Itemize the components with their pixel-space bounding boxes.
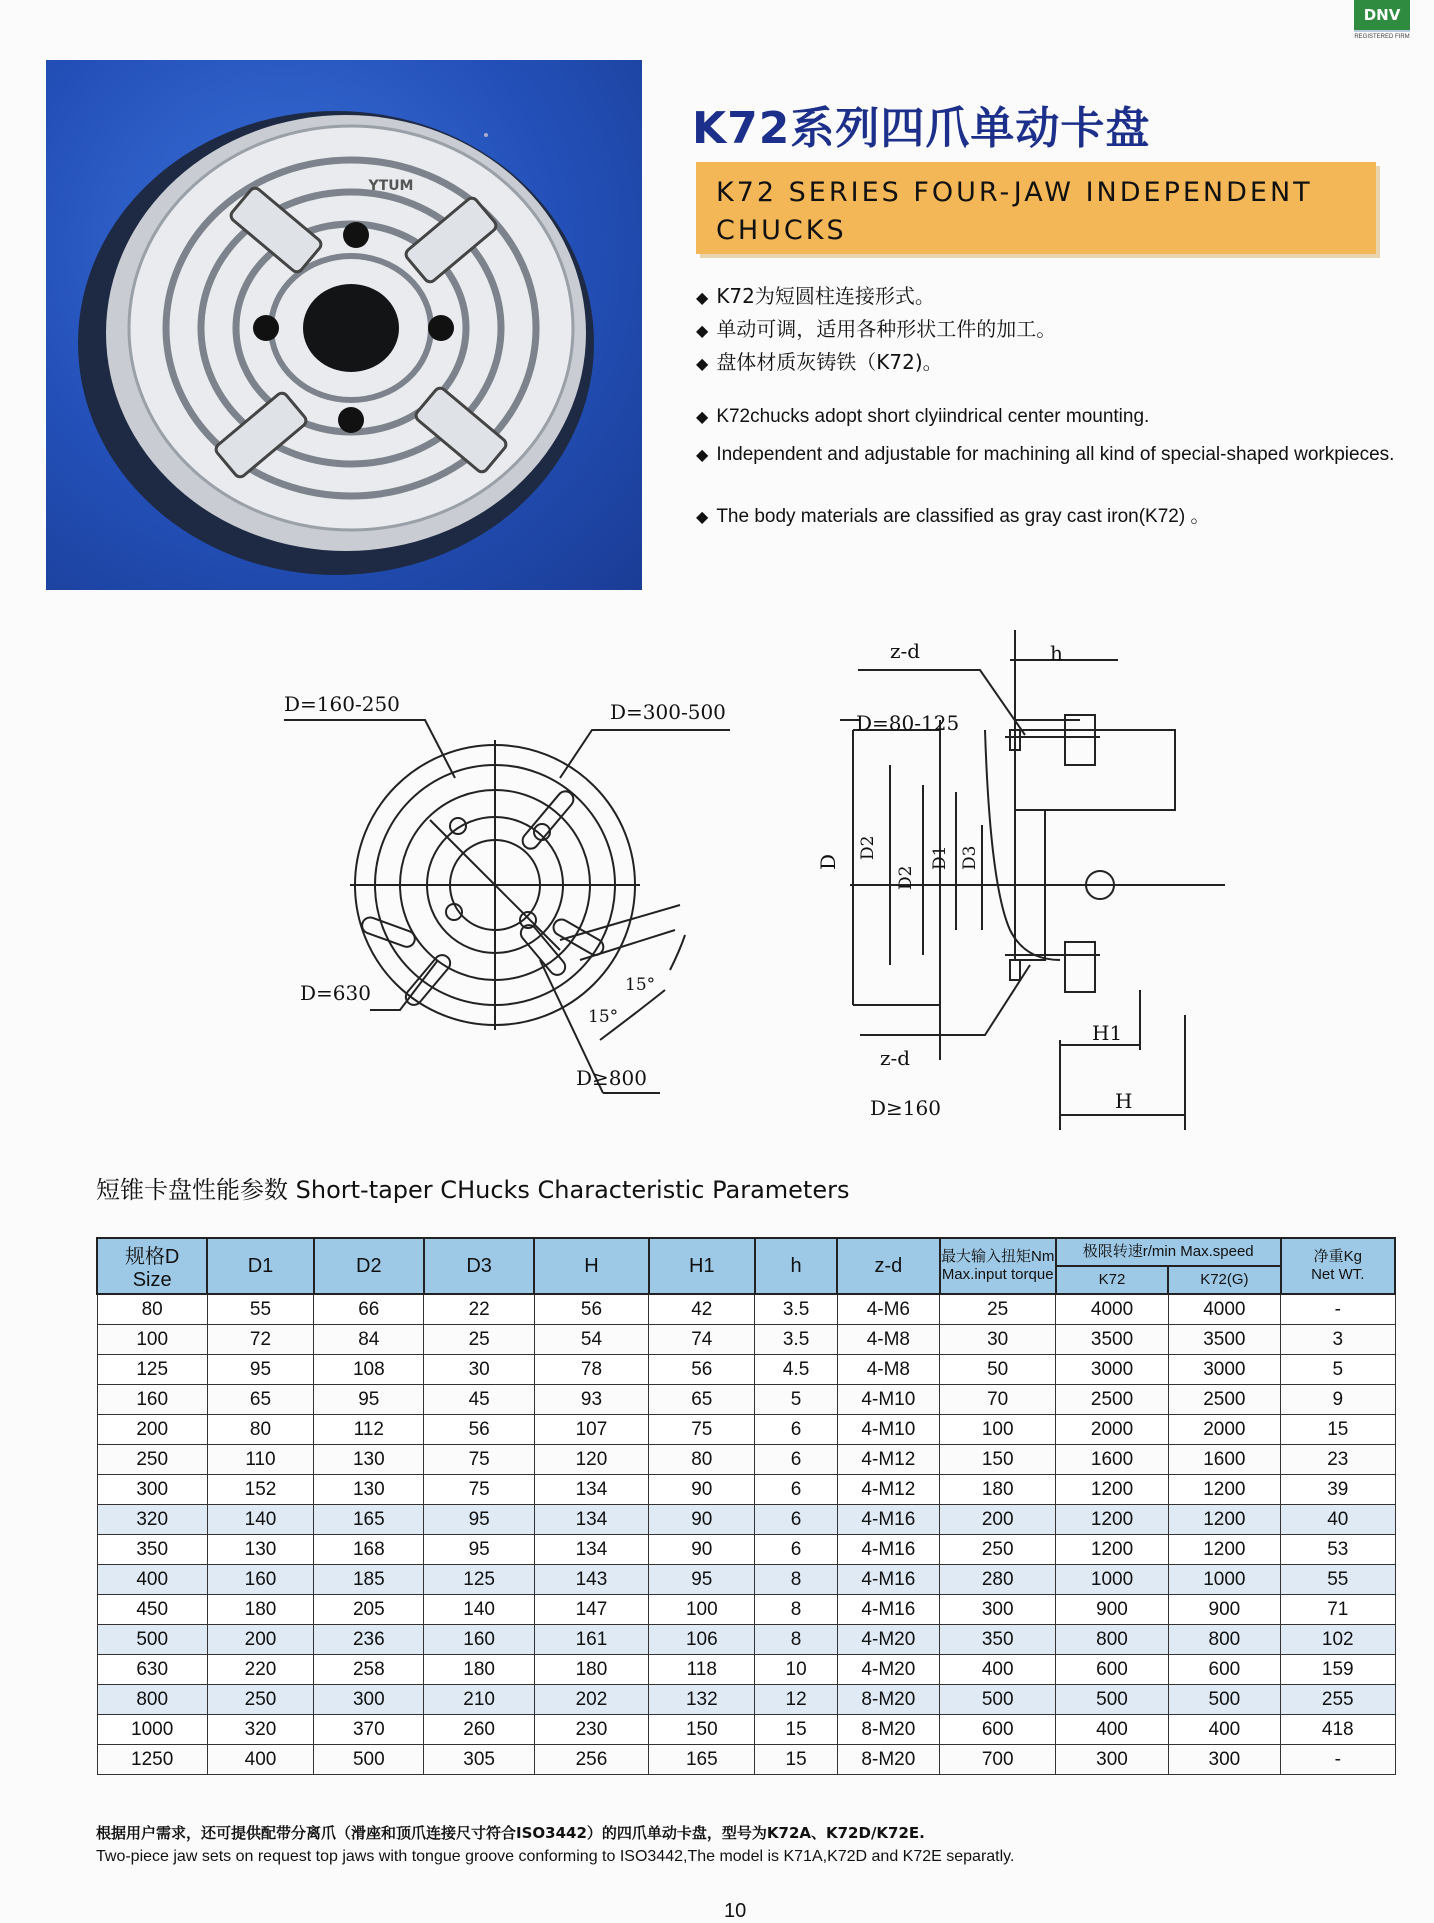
table-cell: 320 [97, 1505, 207, 1535]
label-d-300-500: D=300-500 [610, 700, 726, 724]
table-cell: 147 [534, 1595, 648, 1625]
label-angle-2: 15° [588, 1007, 619, 1027]
table-cell: 1200 [1168, 1535, 1280, 1565]
table-cell: 160 [207, 1565, 313, 1595]
table-row [97, 1325, 1395, 1355]
col-weight [1281, 1238, 1395, 1294]
table-cell: 130 [207, 1535, 313, 1565]
dnv-logo [1354, 0, 1410, 44]
table-cell: 900 [1168, 1595, 1280, 1625]
page-title-en: K72 SERIES FOUR-JAW INDEPENDENT CHUCKS [716, 177, 1313, 246]
table-cell: 320 [207, 1715, 313, 1745]
table-cell: 180 [424, 1655, 534, 1685]
table-cell: 1200 [1056, 1505, 1168, 1535]
table-cell: 180 [534, 1655, 648, 1685]
table-cell: 1200 [1168, 1505, 1280, 1535]
table-cell: 80 [649, 1445, 755, 1475]
table-cell: 140 [207, 1505, 313, 1535]
table-cell: 66 [314, 1294, 424, 1325]
table-cell: 12 [755, 1685, 837, 1715]
col-size [97, 1238, 207, 1294]
table-cell: 2500 [1168, 1385, 1280, 1415]
col-h1: H1 [649, 1238, 755, 1294]
table-row [97, 1745, 1395, 1775]
table-cell: 236 [314, 1625, 424, 1655]
table-cell: 1600 [1056, 1445, 1168, 1475]
table-cell: 600 [1056, 1655, 1168, 1685]
table-cell: 161 [534, 1625, 648, 1655]
label-dim-d: D [816, 853, 840, 870]
table-cell: 168 [314, 1535, 424, 1565]
front-view-drawing [284, 720, 730, 1093]
table-cell: 200 [207, 1625, 313, 1655]
feature-en-2-text: Independent and adjustable for machining all kind of special-shaped workpieces. [716, 444, 1395, 465]
table-cell: 5 [1281, 1355, 1395, 1385]
label-d-800: D≥800 [576, 1066, 647, 1090]
table-cell: 56 [424, 1415, 534, 1445]
table-cell: 78 [534, 1355, 648, 1385]
table-cell: 45 [424, 1385, 534, 1415]
label-angle-1: 15° [625, 975, 656, 995]
product-photo [46, 60, 642, 590]
table-cell: 150 [649, 1715, 755, 1745]
table-cell: 1000 [1168, 1565, 1280, 1595]
table-cell: 700 [940, 1745, 1056, 1775]
table-cell: 3000 [1168, 1355, 1280, 1385]
col-zd: z-d [837, 1238, 939, 1294]
table-cell: 8 [755, 1565, 837, 1595]
table-cell: 5 [755, 1385, 837, 1415]
table-cell: 180 [940, 1475, 1056, 1505]
table-cell: 75 [424, 1445, 534, 1475]
table-cell: 112 [314, 1415, 424, 1445]
table-cell: 400 [97, 1565, 207, 1595]
label-d-80-125: D=80-125 [856, 711, 960, 735]
table-cell: 95 [649, 1565, 755, 1595]
page-title-zh: K72系列四爪单动卡盘 [692, 103, 1151, 154]
table-cell: 350 [97, 1535, 207, 1565]
table-cell: 6 [755, 1535, 837, 1565]
table-row [97, 1565, 1395, 1595]
col-k72: K72 [1056, 1266, 1168, 1294]
table-cell: 1200 [1056, 1535, 1168, 1565]
table-cell: 10 [755, 1655, 837, 1685]
table-cell: 152 [207, 1475, 313, 1505]
table-cell: 500 [314, 1745, 424, 1775]
table-cell: 2500 [1056, 1385, 1168, 1415]
table-cell: 3.5 [755, 1325, 837, 1355]
feature-en-3: ◆ The body materials are classified as gray cast iron(K72) 。 [696, 506, 1210, 527]
table-cell: 55 [1281, 1565, 1395, 1595]
dnv-logo-sub: REGISTERED FIRM [1354, 34, 1410, 40]
table-cell: 107 [534, 1415, 648, 1445]
table-cell: 3000 [1056, 1355, 1168, 1385]
spec-table-body [97, 1294, 1395, 1775]
feature-en-1-text: K72chucks adopt short clyiindrical center mounting. [716, 406, 1150, 427]
label-h1: H1 [1092, 1021, 1123, 1045]
table-cell: 800 [1168, 1625, 1280, 1655]
table-row [97, 1475, 1395, 1505]
table-cell: 65 [649, 1385, 755, 1415]
table-cell: 6 [755, 1475, 837, 1505]
table-cell: 4-M10 [837, 1415, 939, 1445]
table-cell: 53 [1281, 1535, 1395, 1565]
table-cell: 143 [534, 1565, 648, 1595]
table-cell: 56 [534, 1294, 648, 1325]
table-cell: 500 [1056, 1685, 1168, 1715]
table-cell: 400 [1168, 1715, 1280, 1745]
table-cell: 8-M20 [837, 1685, 939, 1715]
table-cell: 300 [97, 1475, 207, 1505]
table-cell: 220 [207, 1655, 313, 1685]
table-cell: 4-M16 [837, 1505, 939, 1535]
table-cell: 30 [940, 1325, 1056, 1355]
table-cell: 42 [649, 1294, 755, 1325]
table-cell: 95 [314, 1385, 424, 1415]
page-title-en-banner [696, 162, 1376, 254]
feature-zh-1-text: K72为短圆柱连接形式。 [716, 284, 935, 308]
col-weight-en: Net WT. [1311, 1266, 1365, 1283]
table-cell: 95 [424, 1535, 534, 1565]
table-cell: 160 [97, 1385, 207, 1415]
table-cell: 3 [1281, 1325, 1395, 1355]
table-cell: 140 [424, 1595, 534, 1625]
table-cell: 4000 [1168, 1294, 1280, 1325]
table-cell: 256 [534, 1745, 648, 1775]
table-cell: 4-M12 [837, 1445, 939, 1475]
table-cell: 55 [207, 1294, 313, 1325]
col-hh: h [755, 1238, 837, 1294]
table-cell: 102 [1281, 1625, 1395, 1655]
table-row [97, 1685, 1395, 1715]
label-zd-bottom: z-d [880, 1046, 911, 1070]
table-cell: 118 [649, 1655, 755, 1685]
table-cell: 600 [940, 1715, 1056, 1745]
table-cell: 30 [424, 1355, 534, 1385]
label-dim-d3: D3 [960, 845, 980, 870]
table-cell: 450 [97, 1595, 207, 1625]
table-cell: 1000 [97, 1715, 207, 1745]
col-k72g: K72(G) [1168, 1266, 1280, 1294]
table-row [97, 1595, 1395, 1625]
table-cell: 3500 [1056, 1325, 1168, 1355]
table-cell: 70 [940, 1385, 1056, 1415]
feature-en-3-text: The body materials are classified as gray cast iron(K72) 。 [716, 506, 1210, 527]
feature-zh-1: ◆ K72为短圆柱连接形式。 [696, 284, 935, 308]
feature-zh-3-text: 盘体材质灰铸铁（K72)。 [716, 350, 943, 374]
table-cell: 54 [534, 1325, 648, 1355]
table-cell: 4-M6 [837, 1294, 939, 1325]
table-cell: 110 [207, 1445, 313, 1475]
table-row [97, 1355, 1395, 1385]
table-cell: 74 [649, 1325, 755, 1355]
note-en: Two-piece jaw sets on request top jaws with tongue groove conforming to ISO3442,The model is K71A,K72D and K72E separatly. [96, 1848, 1015, 1865]
page-number: 10 [724, 1900, 747, 1922]
table-cell: 1600 [1168, 1445, 1280, 1475]
table-cell: 2000 [1056, 1415, 1168, 1445]
feature-zh-3: ◆ 盘体材质灰铸铁（K72)。 [696, 350, 943, 374]
table-cell: 23 [1281, 1445, 1395, 1475]
table-cell: 125 [424, 1565, 534, 1595]
table-cell: 250 [97, 1445, 207, 1475]
table-cell: 4-M8 [837, 1325, 939, 1355]
photo-brand-text: YTUM [368, 178, 414, 194]
table-cell: 400 [207, 1745, 313, 1775]
table-cell: 3500 [1168, 1325, 1280, 1355]
label-d-630: D=630 [300, 981, 371, 1005]
table-cell: 95 [207, 1355, 313, 1385]
table-cell: 134 [534, 1535, 648, 1565]
table-cell: 370 [314, 1715, 424, 1745]
table-cell: 250 [940, 1535, 1056, 1565]
col-torque-en: Max.input torque [941, 1266, 1054, 1283]
table-cell: 165 [314, 1505, 424, 1535]
table-cell: 500 [97, 1625, 207, 1655]
label-d-160-250: D=160-250 [284, 692, 400, 716]
table-cell: 300 [314, 1685, 424, 1715]
table-cell: 108 [314, 1355, 424, 1385]
label-h-small: h [1050, 641, 1063, 665]
table-cell: 200 [940, 1505, 1056, 1535]
table-cell: 4-M20 [837, 1625, 939, 1655]
table-cell: 185 [314, 1565, 424, 1595]
dnv-logo-text: DNV [1354, 0, 1410, 32]
table-cell: 500 [1168, 1685, 1280, 1715]
table-cell: 95 [424, 1505, 534, 1535]
table-row [97, 1445, 1395, 1475]
table-cell: 39 [1281, 1475, 1395, 1505]
table-cell: 100 [940, 1415, 1056, 1445]
table-cell: 150 [940, 1445, 1056, 1475]
table-cell: 134 [534, 1505, 648, 1535]
col-torque-zh: 最大输入扭矩Nm [941, 1248, 1055, 1265]
table-cell: 93 [534, 1385, 648, 1415]
table-cell: 50 [940, 1355, 1056, 1385]
table-cell: 3.5 [755, 1294, 837, 1325]
table-cell: - [1281, 1745, 1395, 1775]
table-cell: 25 [424, 1325, 534, 1355]
table-cell: 90 [649, 1505, 755, 1535]
table-row [97, 1294, 1395, 1325]
table-cell: 400 [1056, 1715, 1168, 1745]
col-d1: D1 [207, 1238, 313, 1294]
label-dim-d2a: D2 [858, 835, 878, 860]
label-h-big: H [1115, 1089, 1133, 1113]
table-cell: 80 [97, 1294, 207, 1325]
table-cell: 6 [755, 1415, 837, 1445]
table-cell: 250 [207, 1685, 313, 1715]
table-cell: 350 [940, 1625, 1056, 1655]
col-size-en: Size [132, 1269, 172, 1291]
table-cell: 160 [424, 1625, 534, 1655]
table-cell: 130 [314, 1445, 424, 1475]
table-cell: 65 [207, 1385, 313, 1415]
table-cell: 132 [649, 1685, 755, 1715]
table-cell: 4-M16 [837, 1595, 939, 1625]
table-cell: 1000 [1056, 1565, 1168, 1595]
table-cell: 1200 [1168, 1475, 1280, 1505]
table-cell: 800 [97, 1685, 207, 1715]
table-cell: 40 [1281, 1505, 1395, 1535]
section-title: 短锥卡盘性能参数 Short-taper CHucks Characteristic Parameters [96, 1176, 850, 1204]
col-d3: D3 [424, 1238, 534, 1294]
table-cell: 4-M16 [837, 1535, 939, 1565]
table-cell: 1250 [97, 1745, 207, 1775]
table-cell: 75 [424, 1475, 534, 1505]
table-row [97, 1505, 1395, 1535]
table-cell: 134 [534, 1475, 648, 1505]
table-cell: 500 [940, 1685, 1056, 1715]
label-dim-d1: D1 [930, 845, 950, 870]
table-cell: 4-M10 [837, 1385, 939, 1415]
table-cell: 600 [1168, 1655, 1280, 1685]
table-cell: 75 [649, 1415, 755, 1445]
table-cell: 260 [424, 1715, 534, 1745]
table-row [97, 1535, 1395, 1565]
table-cell: 400 [940, 1655, 1056, 1685]
table-cell: 25 [940, 1294, 1056, 1325]
table-cell: 630 [97, 1655, 207, 1685]
table-cell: 300 [1056, 1745, 1168, 1775]
feature-en-2: ◆ Independent and adjustable for machining all kind of special-shaped workpieces. [696, 444, 1395, 465]
note-zh: 根据用户需求，还可提供配带分离爪（滑座和顶爪连接尺寸符合ISO3442）的四爪单动卡盘，型号为K72A、K72D/K72E. [96, 1824, 925, 1842]
table-cell: 71 [1281, 1595, 1395, 1625]
feature-en-1: ◆ K72chucks adopt short clyiindrical center mounting. [696, 406, 1150, 427]
table-cell: 300 [1168, 1745, 1280, 1775]
table-cell: 8-M20 [837, 1745, 939, 1775]
table-cell: 1200 [1056, 1475, 1168, 1505]
table-cell: 159 [1281, 1655, 1395, 1685]
table-cell: 8 [755, 1595, 837, 1625]
table-cell: 15 [755, 1745, 837, 1775]
table-cell: 125 [97, 1355, 207, 1385]
table-cell: 56 [649, 1355, 755, 1385]
table-cell: 202 [534, 1685, 648, 1715]
table-cell: 2000 [1168, 1415, 1280, 1445]
table-cell: 100 [97, 1325, 207, 1355]
col-h: H [534, 1238, 648, 1294]
label-dim-d2b: D2 [896, 865, 916, 890]
table-cell: 800 [1056, 1625, 1168, 1655]
table-cell: 418 [1281, 1715, 1395, 1745]
table-cell: 165 [649, 1745, 755, 1775]
table-cell: 200 [97, 1415, 207, 1445]
table-cell: 9 [1281, 1385, 1395, 1415]
table-cell: 305 [424, 1745, 534, 1775]
table-cell: 90 [649, 1535, 755, 1565]
table-row [97, 1385, 1395, 1415]
table-cell: 4-M20 [837, 1655, 939, 1685]
table-cell: 900 [1056, 1595, 1168, 1625]
table-cell: 84 [314, 1325, 424, 1355]
table-cell: 4.5 [755, 1355, 837, 1385]
table-cell: 8-M20 [837, 1715, 939, 1745]
table-cell: 4-M8 [837, 1355, 939, 1385]
table-cell: 4000 [1056, 1294, 1168, 1325]
table-row [97, 1415, 1395, 1445]
table-cell: 258 [314, 1655, 424, 1685]
label-d-160: D≥160 [870, 1096, 941, 1120]
table-cell: 106 [649, 1625, 755, 1655]
table-cell: 90 [649, 1475, 755, 1505]
table-row [97, 1655, 1395, 1685]
table-cell: 22 [424, 1294, 534, 1325]
technical-drawings [270, 630, 1230, 1130]
table-cell: 80 [207, 1415, 313, 1445]
table-cell: 130 [314, 1475, 424, 1505]
chuck-illustration [46, 60, 642, 590]
table-row [97, 1715, 1395, 1745]
table-cell: 15 [1281, 1415, 1395, 1445]
table-row [97, 1625, 1395, 1655]
table-cell: 120 [534, 1445, 648, 1475]
table-cell: 280 [940, 1565, 1056, 1595]
table-cell: 6 [755, 1505, 837, 1535]
feature-zh-2-text: 单动可调，适用各种形状工件的加工。 [716, 317, 1057, 341]
table-cell: 6 [755, 1445, 837, 1475]
table-cell: 4-M16 [837, 1565, 939, 1595]
table-cell: 230 [534, 1715, 648, 1745]
table-cell: 15 [755, 1715, 837, 1745]
col-size-zh: 规格D [124, 1246, 180, 1268]
col-weight-zh: 净重Kg [1313, 1248, 1362, 1265]
spec-table [96, 1237, 1396, 1775]
label-zd-top: z-d [890, 639, 921, 663]
table-cell: 210 [424, 1685, 534, 1715]
table-cell: 180 [207, 1595, 313, 1625]
table-cell: 4-M12 [837, 1475, 939, 1505]
table-cell: 8 [755, 1625, 837, 1655]
table-cell: 300 [940, 1595, 1056, 1625]
table-cell: - [1281, 1294, 1395, 1325]
table-cell: 100 [649, 1595, 755, 1625]
feature-zh-2: ◆ 单动可调，适用各种形状工件的加工。 [696, 317, 1057, 341]
col-torque [940, 1238, 1056, 1294]
col-speed: 极限转速r/min Max.speed [1056, 1238, 1281, 1266]
table-cell: 255 [1281, 1685, 1395, 1715]
col-d2: D2 [314, 1238, 424, 1294]
table-cell: 72 [207, 1325, 313, 1355]
table-cell: 205 [314, 1595, 424, 1625]
